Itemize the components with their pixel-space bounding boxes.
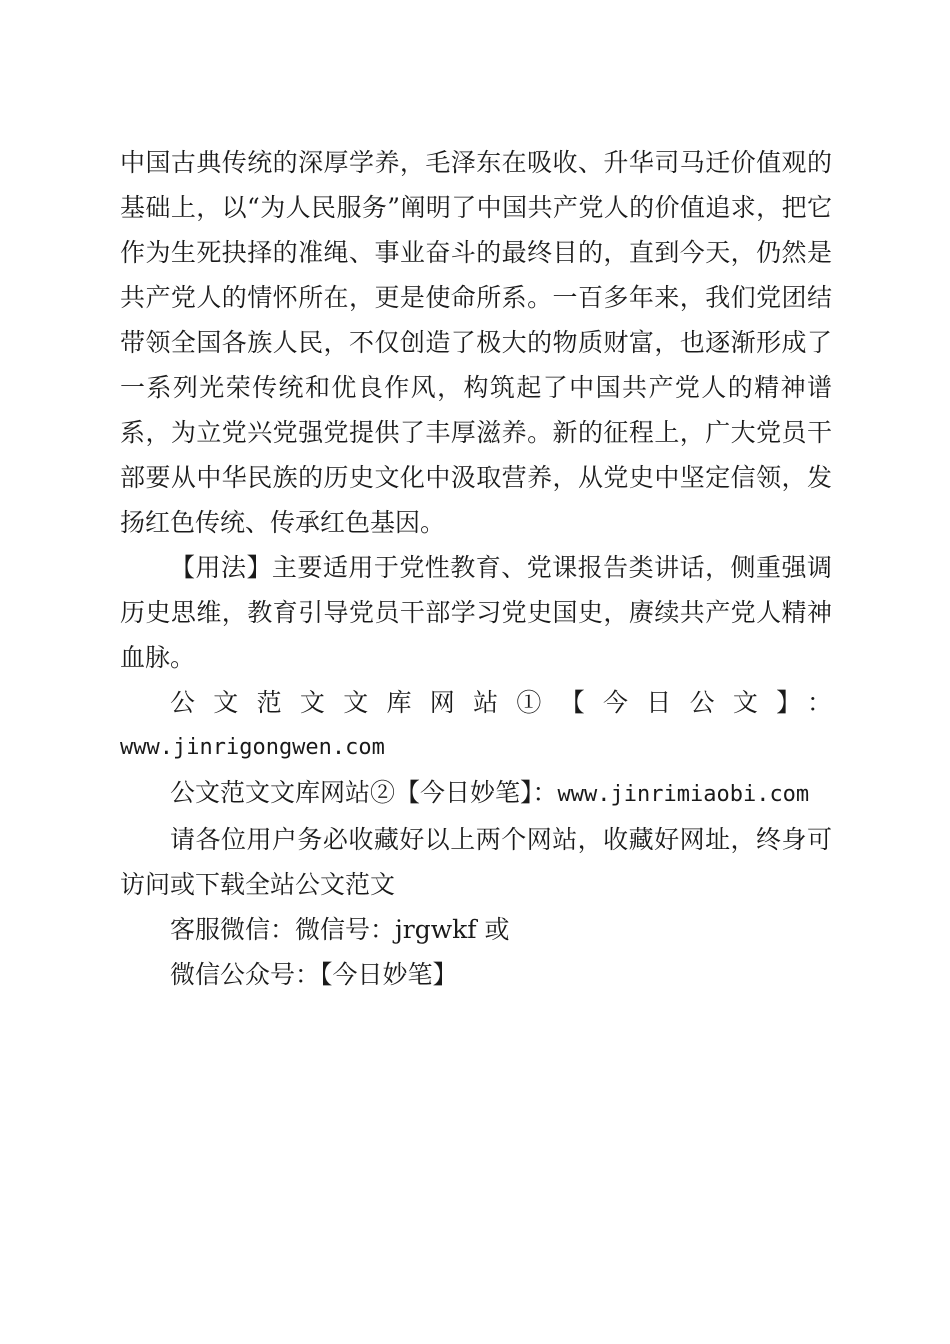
official-account-line: 微信公众号：【今日妙笔】 <box>170 960 458 989</box>
service-line: 客服微信：微信号：jrgwkf 或 <box>170 915 510 944</box>
site2-label: 公文范文文库网站②【今日妙笔】： <box>170 778 558 807</box>
site1-url: www.jinrigongwen.com <box>120 735 385 760</box>
body-paragraph: 中国古典传统的深厚学养，毛泽东在吸收、升华司马迁价值观的基础上，以“为人民服务”阐明了中国共产党人的价值追求，把它作为生死抉择的准绳、事业奋斗的最终目的，直到今天，仍然是共产党人的情怀所在，更是使命所系。一百多年来，我们党团结带领全国各族人民，不仅创造了极大的物质财富，也逐渐形成了一系列光荣传统和优良作风，构筑起了中国共产党人的精神谱系，为立党兴党强党提供了丰厚滋养。新的征程上，广大党员干部要从中华民族的历史文化中汲取营养，从党史中坚定信领，发扬红色传统、传承红色基因。 <box>120 148 832 537</box>
usage-paragraph: 【用法】主要适用于党性教育、党课报告类讲话，侧重强调历史思维，教育引导党员干部学习党史国史，赓续共产党人精神血脉。 <box>120 553 832 672</box>
notice-paragraph: 请各位用户务必收藏好以上两个网站，收藏好网址，终身可访问或下载全站公文范文 <box>120 825 832 899</box>
site1-label: 公文范文文库网站①【今日公文】： <box>170 688 832 717</box>
site2-url: www.jinrimiaobi.com <box>557 782 810 807</box>
document-body <box>120 140 832 997</box>
site2-line <box>120 770 832 817</box>
